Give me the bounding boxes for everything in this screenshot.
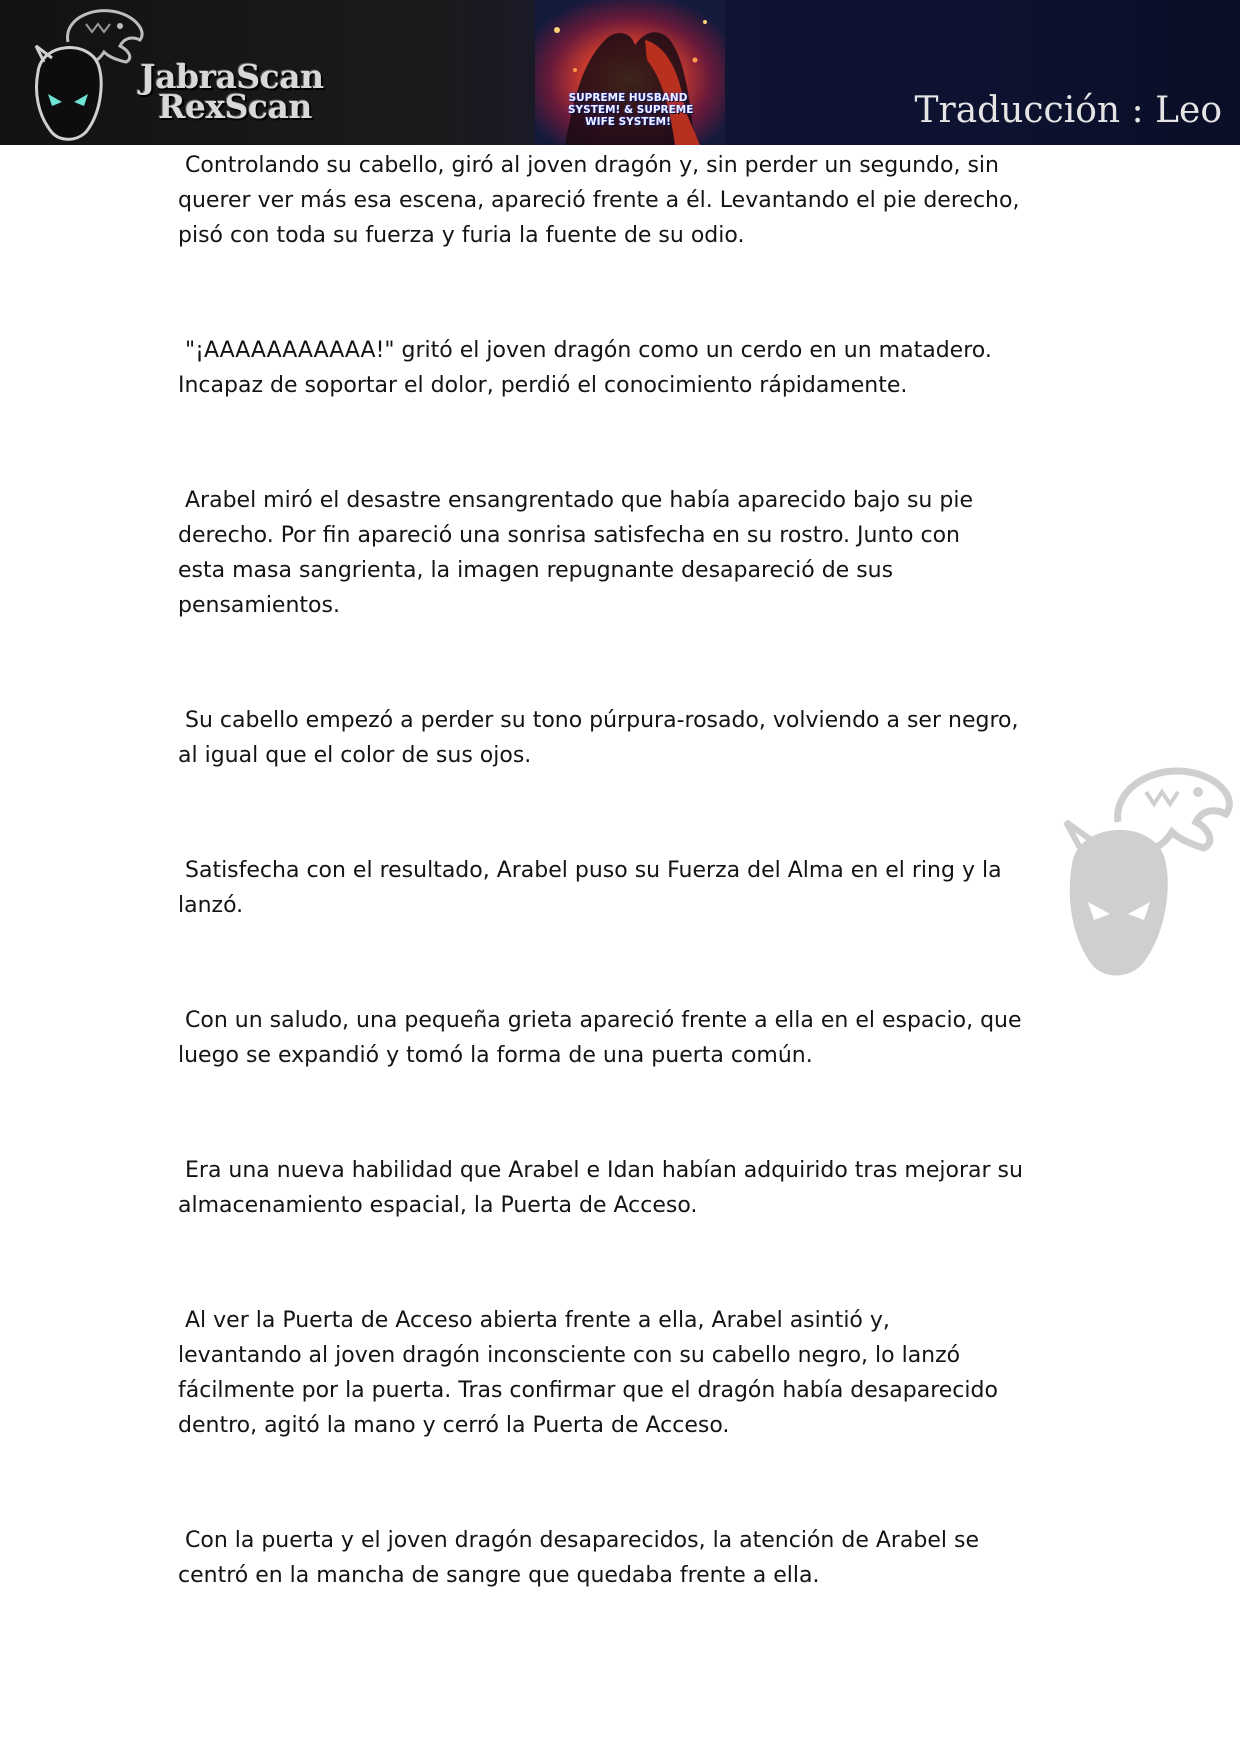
paragraph: Era una nueva habilidad que Arabel e Idan habían adquirido tras mejorar su almacenamiento espacial, la Puerta de Acceso. — [178, 1158, 1023, 1218]
paragraph: Arabel miró el desastre ensangrentado que había aparecido bajo su pie derecho. Por fin apareció una sonrisa satisfecha en su rostro. Junto con esta masa sangrienta, la imagen repugnante desapareció de sus pensamientos. — [178, 488, 973, 618]
paragraph: Controlando su cabello, giró al joven dragón y, sin perder un segundo, sin querer ver más esa escena, apareció frente a él. Levantando el pie derecho, pisó con toda su fuerza y furia la fuente de su odio. — [178, 153, 1020, 248]
paragraph: Satisfecha con el resultado, Arabel puso su Fuerza del Alma en el ring y la lanzó. — [178, 858, 1002, 918]
dinosaur-mask-watermark-icon — [1058, 752, 1238, 987]
brand-name — [140, 57, 324, 126]
paragraph: Su cabello empezó a perder su tono púrpura-rosado, volviendo a ser negro, al igual que el color de sus ojos. — [178, 708, 1019, 768]
translator-credit: Traducción : Leo — [914, 90, 1222, 131]
paragraph: Con un saludo, una pequeña grieta apareció frente a ella en el espacio, que luego se expandió y tomó la forma de una puerta común. — [178, 1008, 1022, 1068]
cover-title-line: SUPREME HUSBAND — [568, 92, 688, 104]
header-banner — [0, 0, 1240, 145]
cover-title-line: WIFE SYSTEM! — [585, 116, 671, 128]
paragraph: "¡AAAAAAAAAAA!" gritó el joven dragón como un cerdo en un matadero. Incapaz de soportar el dolor, perdió el conocimiento rápidamente. — [178, 338, 992, 398]
chapter-text — [178, 148, 1068, 1593]
brand-line-2: RexScan — [158, 87, 312, 126]
dinosaur-mask-logo-icon — [28, 2, 148, 142]
paragraph: Al ver la Puerta de Acceso abierta frente a ella, Arabel asintió y, levantando al joven dragón inconsciente con su cabello negro, lo lanzó fácilmente por la puerta. Tras confirmar que el dragón había desaparecido dentro, agitó la mano y cerró la Puerta de Acceso. — [178, 1308, 998, 1438]
paragraph: Con la puerta y el joven dragón desaparecidos, la atención de Arabel se centró en la mancha de sangre que quedaba frente a ella. — [178, 1528, 980, 1588]
cover-title — [568, 92, 694, 128]
cover-title-line: SYSTEM! & SUPREME — [568, 104, 694, 116]
brand-line-1: JabraScan — [140, 57, 324, 96]
